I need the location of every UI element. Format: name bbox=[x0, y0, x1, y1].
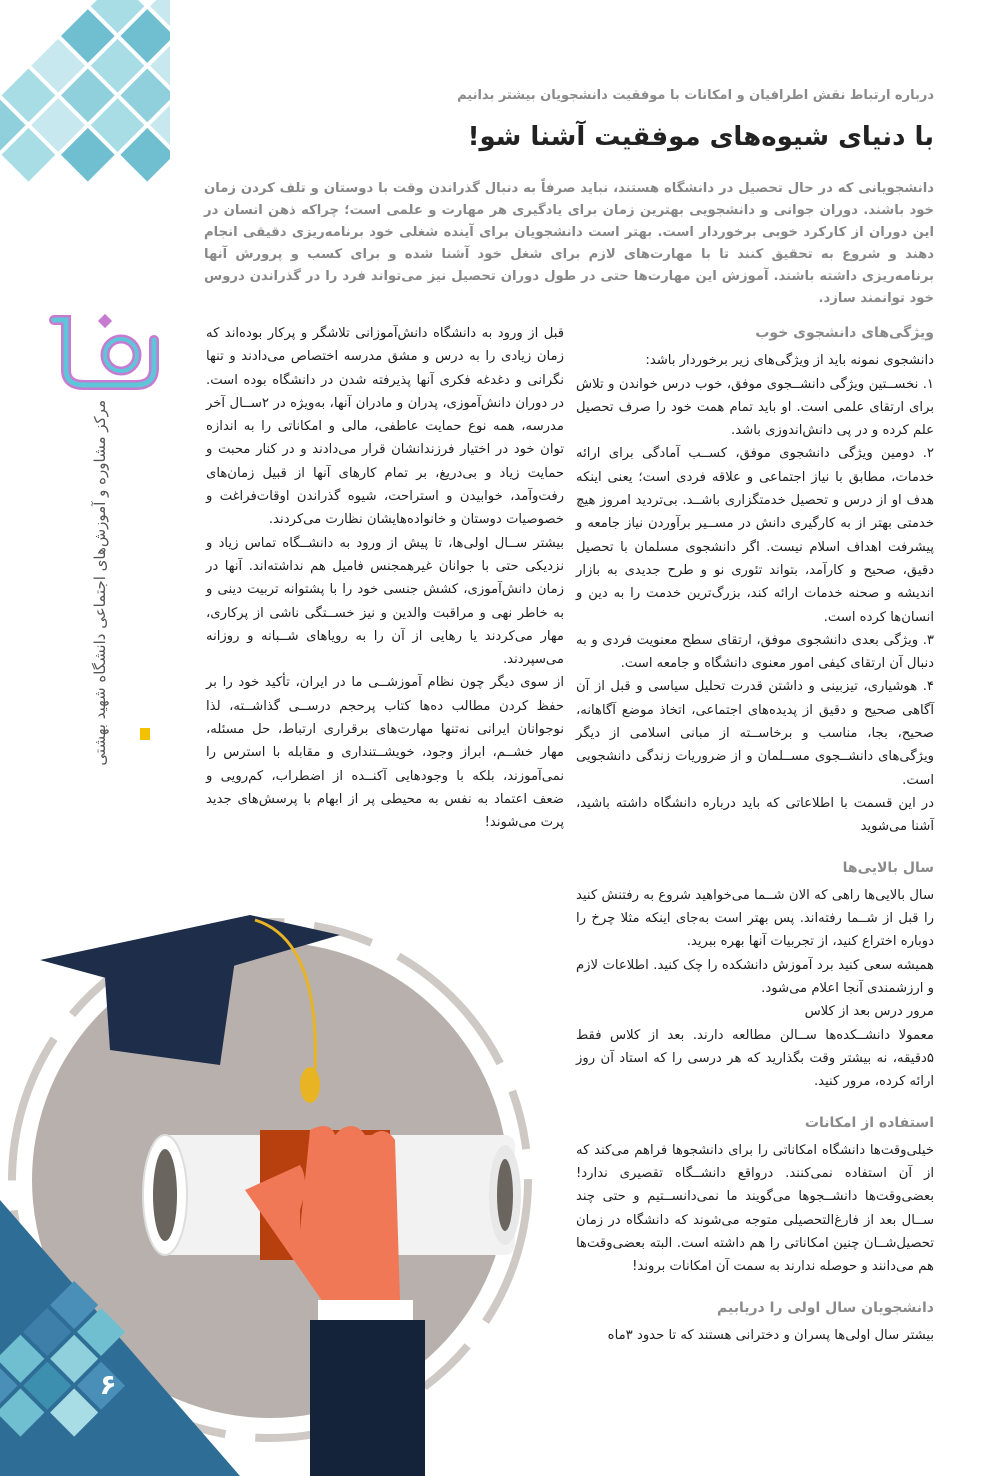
paragraph: ۱. نخســتین ویژگی دانشــجوی موفق، خوب درس خواندن و تلاش برای ارتقای علمی است. او باید تمام همت خود را صرف تحصیل علم کرده و در پی دانش‌اندوزی باشد. bbox=[576, 376, 934, 439]
section-heading: سال بالایی‌ها bbox=[842, 859, 934, 876]
paragraph: بیشتر سال اولی‌ها پسران و دخترانی هستند که تا حدود ۳ماه bbox=[607, 1327, 934, 1343]
paragraph: از سوی دیگر چون نظام آموزشــی ما در ایران، تأکید خود را بر حفظ کردن مطالب ده‌ها کتاب پرحجم درســی گذاشــته، لذا نوجوانان ایرانی نه‌تنها مهارت‌های برقراری ارتباط، حل مسئله، مهار خشــم، ابراز وجود، خویشــتنداری و مقابله با استرس را نمی‌آموزند، بلکه با وجودهایی آکنــده از اضطراب، کم‌رویی و ضعف اعتماد به نفس به محیطی پر از ابهام با پرسش‌های جدید پرت می‌شوند! bbox=[206, 675, 564, 831]
diamond-mosaic-decoration bbox=[0, 0, 170, 270]
paragraph: معمولا دانشــکده‌ها ســالن مطالعه دارند. بعد از کلاس فقط ۵دقیقه، نه بیشتر وقت بگذارید که هر درسی را که استاد آن روز ارائه کرده، مرور کنید. bbox=[576, 1027, 934, 1090]
left-column bbox=[206, 322, 564, 835]
article-title: با دنیای شیوه‌های موفقیت آشنا شو! bbox=[467, 122, 934, 152]
article-intro: دانشجویانی که در حال تحصیل در دانشگاه هستند، نباید صرفاً به دنبال گذراندن وقت با دوستان و تلف کردن زمان خود باشند. دوران جوانی و دانشجویی بهترین زمان برای یادگیری هر مهارت و علمی است؛ چراکه ذهن انسان در این دوران از کارکرد خوبی برخوردار است. بهتر است دانشجویان برای آینده شغلی خود برنامه‌ریزی دقیقی انجام دهند و شروع به تحقیق کنند تا با مهارت‌های لازم برای شغل خود آشنا شده و برای کسب و پرورش آنها برنامه‌ریزی داشته باشند. آموزش این مهارت‌ها حتی در طول دوران تحصیل نیز می‌تواند فرد را در گذراندن دروس خود توانمند سازد. bbox=[204, 181, 934, 306]
paragraph: دانشجوی نمونه باید از ویژگی‌های زیر برخوردار باشد: bbox=[645, 353, 934, 369]
right-column bbox=[576, 322, 934, 1347]
paragraph: قبل از ورود به دانشگاه دانش‌آموزانی تلاشگر و پرکار بوده‌اند که زمان زیادی را به درس و مشق مدرسه اختصاص می‌دادند و تنها نگرانی و دغدغه فکری آنها پذیرفته شدن در دانشگاه بوده است. در دوران دانش‌آموزی، پدران و مادران آنها، به‌ویژه در ۲ســال آخر مدرسه، همه نوع حمایت عاطفی، مالی و امکاناتی را به اندازه توان خود در اختیار فرزندانشان قرار می‌دادند و در کنار محبت و حمایت زیاد و بی‌دریغ، بر تمام کارهای آنها از قبیل زمان‌های رفت‌وآمد، خوابیدن و استراحت، شیوه گذراندن اوقات‌فراغت و خصوصیات دوستان و خانواده‌هایشان نظارت می‌کردند. bbox=[206, 326, 564, 528]
paragraph: ۲. دومین ویژگی دانشجوی موفق، کســب آمادگی برای ارائه خدمات، مطابق با نیاز اجتماعی و علاقه فردی است؛ یعنی اینکه هدف او از درس و تحصیل خدمتگزاری باشــد. بی‌تردید امروز هیچ خدمتی بهتر از به کارگیری دانش در مســیر برآوردن نیاز جامعه و پیشرفت اهداف اسلام نیست. اگر دانشجوی مسلمان با تحصیل دقیق، صحیح و کارآمد، بتواند تئوری نو و طرح جدیدی به بازار اندیشه و صحنه خدمات ارائه کند، بزرگ‌ترین خدمت را به دین و انسان‌ها کرده است. bbox=[576, 446, 934, 625]
vertical-org-name: مرکز مشاوره و آموزش‌های اجتماعی دانشگاه شهید بهشتی bbox=[91, 400, 109, 766]
rahe-no-logo bbox=[36, 300, 166, 390]
paragraph: مرور درس بعد از کلاس bbox=[804, 1004, 934, 1020]
paragraph: ۴. هوشیاری، تیزبینی و داشتن قدرت تحلیل سیاسی و قبل از آن آگاهی صحیح و دقیق از پدیده‌های اجتماعی، اتخاذ موضع آگاهانه، صحیح، بجا، مناسب و برخاســته از مبانی اسلامی از دیگر ویژگی‌های دانشــجوی مســلمان و از ضروریات زندگی دانشجویی است. bbox=[576, 679, 934, 788]
paragraph: بیشتر ســال اولی‌ها، تا پیش از ورود به دانشــگاه تماس زیاد و نزدیکی حتی با جوانان غیرهمجنس فامیل هم نداشته‌اند. آنها در زمان دانش‌آموزی، کشش جنسی خود را با پشتوانه تربیت دینی و به خاطر نهی و مراقبت والدین و نیز خســتگی ناشی از پرکاری، مهار می‌کردند یا رهایی از آن را به رویاهای شــبانه و روزانه می‌سپردند. bbox=[206, 535, 564, 668]
article-kicker: درباره ارتباط نقش اطرافیان و امکانات با موفقیت دانشجویان بیشتر بدانیم bbox=[457, 88, 934, 103]
paragraph: سال بالایی‌ها راهی که الان شــما می‌خواهید شروع به رفتنش کنید را قبل از شــما رفته‌اند. پس بهتر است به‌جای اینکه مثلا چرخ را دوباره اختراع کنید، از تجربیات آنها بهره ببرید. bbox=[576, 887, 934, 950]
diamond-mosaic-decoration bbox=[0, 1200, 240, 1476]
sidebar-accent-mark bbox=[140, 728, 150, 740]
paragraph: خیلی‌وقت‌ها دانشگاه امکاناتی را برای دانشجوها فراهم می‌کند که از آن استفاده نمی‌کنند. درواقع دانشــگاه تقصیری ندارد! بعضی‌وقت‌ها دانشــجوها می‌گویند ما نمی‌دانســتیم و حتی چند ســال بعد از فارغ‌التحصیلی متوجه می‌شوند که دانشگاه در زمان تحصیل‌شــان چنین امکاناتی را هم داشته است. البته بعضی‌وقت‌ها هم می‌دانند و حوصله ندارند به سمت آن امکانات بروند! bbox=[576, 1142, 934, 1275]
paragraph: در این قسمت با اطلاعاتی که باید درباره دانشگاه داشته باشید، آشنا می‌شوید bbox=[576, 795, 934, 835]
section-heading: دانشجویان سال اولی را دریابیم bbox=[717, 1299, 934, 1316]
paragraph: ۳. ویژگی بعدی دانشجوی موفق، ارتقای سطح معنویت فردی و به دنبال آن ارتقای کیفی امور معنوی دانشگاه و جامعه است. bbox=[576, 632, 934, 672]
section-heading: استفاده از امکانات bbox=[804, 1114, 934, 1131]
paragraph: همیشه سعی کنید برد آموزش دانشکده را چک کنید. اطلاعات لازم و ارزشمندی آنجا اعلام می‌شود. bbox=[576, 957, 934, 997]
section-heading: ویژگی‌های دانشجوی خوب bbox=[755, 325, 934, 341]
page-number: ۶ bbox=[99, 1368, 117, 1401]
